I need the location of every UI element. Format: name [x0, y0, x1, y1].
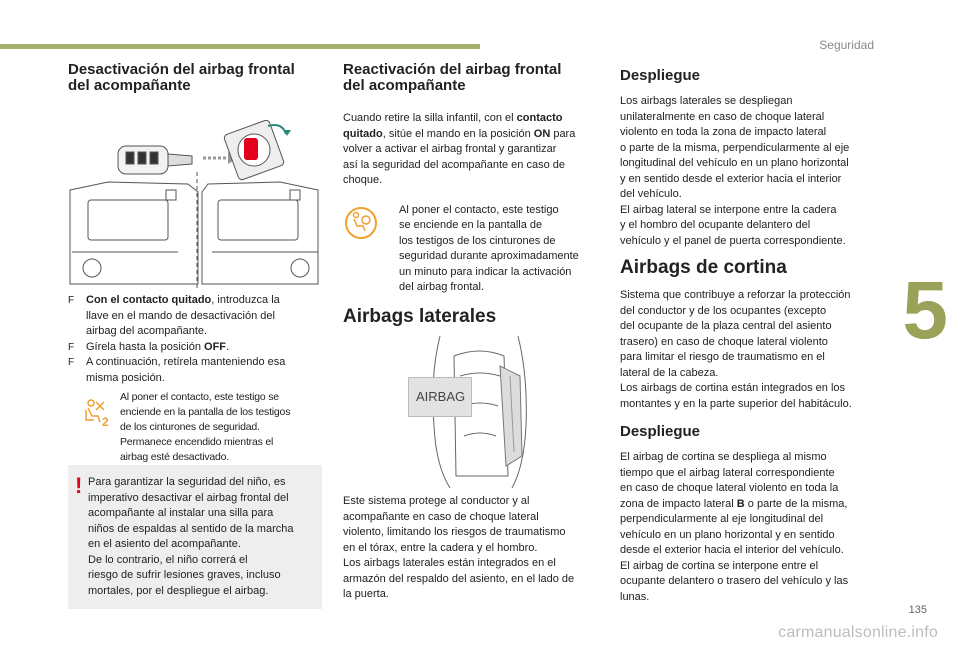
- section-title-deployment: Despliegue: [620, 67, 701, 84]
- curtain-airbags-text: Sistema que contribuye a reforzar la protección del conductor y de los ocupantes (excepto del ocupante de la plaza central del asiento trasero) en caso de choque lateral violento para limitar el riesgo de traumatismo en el lateral de la cabeza. Los airbags de cortina están integrados en los montantes y en la parte superior del habitáculo.: [620, 289, 852, 410]
- chapter-number: 5: [902, 265, 948, 356]
- airbag-warning-light-icon: [343, 205, 379, 246]
- bullet-item: F A continuación, retírela manteniendo esa misma posición.: [68, 356, 286, 384]
- column-deactivation: [68, 62, 322, 94]
- airbag-off-warning-note: 2 Al poner el contacto, este testigo se enciende en la pantalla de los testigos de los cinturones de seguridad. Permanece encendido mientras el airbag esté desactivado.: [68, 390, 322, 465]
- deployment-text: Los airbags laterales se despliegan unilateralmente en caso de choque lateral violento en toda la zona de impacto lateral o parte de la misma, perpendicularmente al eje longitudinal del vehículo en un plano horizontal y en sentido desde el exterior hacia el interior del vehículo. El airbag lateral se interpone entre la cadera y el hombro del ocupante delantero del vehículo y el panel de puerta correspondiente.: [620, 95, 850, 247]
- section-title-curtain-deployment: Despliegue: [620, 423, 701, 440]
- section-title-side-airbags: Airbags laterales: [343, 305, 497, 327]
- airbag-label-box: AIRBAG: [408, 377, 472, 417]
- warning-exclamation-icon: !: [75, 473, 83, 498]
- column-reactivation: [343, 62, 601, 328]
- section-name: Seguridad: [819, 38, 874, 52]
- airbag-off-icon: [82, 398, 112, 433]
- child-seat-warning-box: ! Para garantizar la seguridad del niño, es imperativo desactivar el airbag frontal del acompañante al instalar una silla para niños de espaldas al sentido de la marcha en el asiento del acompañante. De lo contrario, el niño correrá el riesgo de sufrir lesiones graves, incluso mortales, por el despliegue el airbag.: [68, 465, 322, 609]
- bullet-item: F Gírela hasta la posición OFF.: [68, 340, 230, 353]
- side-airbags-text: Este sistema protege al conductor y al acompañante en caso de choque lateral violento, limitando los riesgos de traumatismo en el tórax, entre la cadera y el hombro. Los airbags laterales están integrados en el armazón del respaldo del asiento, en el lado de la puerta.: [343, 495, 575, 600]
- airbag-on-warning-note: Al poner el contacto, este testigo se enciende en la pantalla de los testigos de los cinturones de seguridad durante aproximadamente un minuto para indicar la activación del airbag frontal.: [343, 203, 601, 296]
- section-title-curtain-airbags: Airbags de cortina: [620, 257, 787, 278]
- curtain-deployment-text: El airbag de cortina se despliega al mismo tiempo que el airbag lateral correspondiente en caso de choque lateral violento en toda la zona de impacto lateral B o parte de la misma, perpendicularmente al eje longitudinal del vehículo en un plano horizontal y en sentido desde el exterior hacia el interior del vehículo. El airbag de cortina se interpone entre el ocupante delantero o trasero del vehículo y las lunas.: [620, 451, 849, 603]
- header-accent-bar: [0, 44, 480, 49]
- column1-bullets: [68, 293, 322, 465]
- section-title-deactivation: Desactivación del airbag frontal del acompañante: [68, 61, 295, 94]
- watermark: carmanualsonline.info: [778, 624, 938, 641]
- bullet-item: F Con el contacto quitado, introduzca la llave en el mando de desactivación del airbag del acompañante.: [68, 294, 280, 337]
- page-number: 135: [908, 604, 927, 616]
- column-deployment: [620, 68, 874, 605]
- reactivation-text: Cuando retire la silla infantil, con el contacto quitado, sitúe el mando en la posición ON para volver a activar el airbag frontal y garantizar así la seguridad del acompañante en caso de choque.: [343, 112, 576, 186]
- airbag-key-switch-illustration: [68, 112, 322, 288]
- section-title-reactivation: Reactivación del airbag frontal del acompañante: [343, 61, 562, 94]
- svg-text:2: 2: [102, 415, 109, 428]
